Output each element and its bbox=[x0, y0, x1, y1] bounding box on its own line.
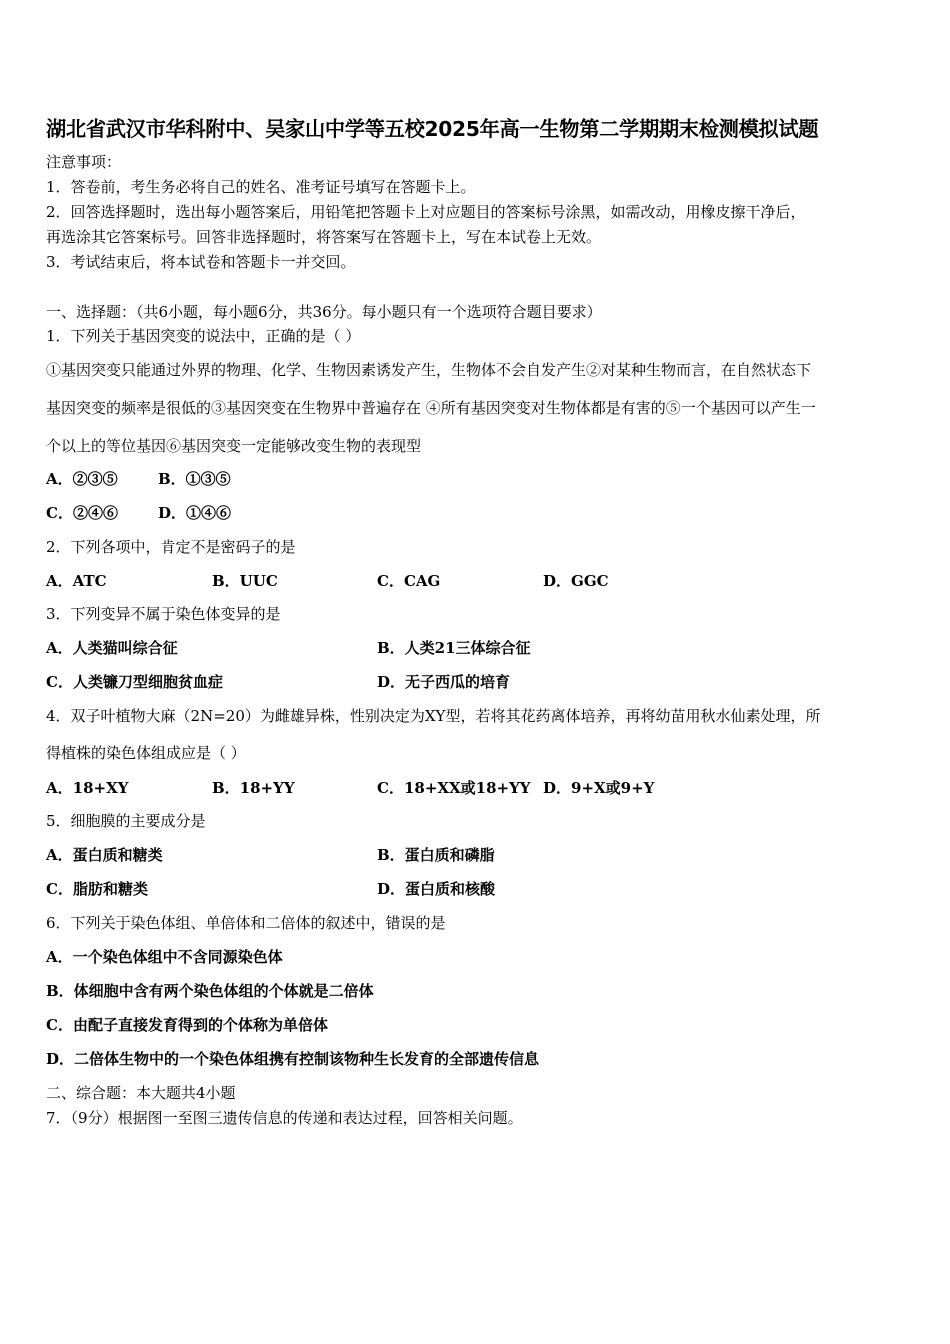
q6-option-c[interactable]: C．由配子直接发育得到的个体称为单倍体 bbox=[46, 1016, 328, 1034]
q3-option-d[interactable]: D．无子西瓜的培育 bbox=[377, 673, 511, 691]
q5-option-c[interactable]: C．脂肪和糖类 bbox=[46, 880, 148, 898]
q6-option-a[interactable]: A．一个染色体组中不含同源染色体 bbox=[46, 948, 283, 966]
question-7-stem: 7．（9分）根据图一至图三遗传信息的传递和表达过程，回答相关问题。 bbox=[46, 1109, 523, 1127]
question-3-stem: 3．下列变异不属于染色体变异的是 bbox=[46, 605, 281, 623]
q5-option-a[interactable]: A．蛋白质和糖类 bbox=[46, 846, 163, 864]
q2-option-a[interactable]: A．ATC bbox=[46, 572, 107, 590]
q4-option-d[interactable]: D．9+X或9+Y bbox=[543, 779, 655, 797]
notice-item: 再选涂其它答案标号。回答非选择题时，将答案写在答题卡上，写在本试卷上无效。 bbox=[46, 228, 602, 246]
question-1-body: ①基因突变只能通过外界的物理、化学、生物因素诱发产生，生物体不会自发产生②对某种生物而言，在自然状态下 bbox=[46, 361, 812, 379]
question-2-stem: 2．下列各项中，肯定不是密码子的是 bbox=[46, 538, 296, 556]
notice-item: 1．答卷前，考生务必将自己的姓名、准考证号填写在答题卡上。 bbox=[46, 178, 476, 196]
q4-option-c[interactable]: C．18+XX或18+YY bbox=[377, 779, 531, 797]
q6-option-b[interactable]: B．体细胞中含有两个染色体组的个体就是二倍体 bbox=[46, 982, 374, 1000]
q3-option-b[interactable]: B．人类21三体综合征 bbox=[377, 639, 531, 657]
section-heading-choice: 一、选择题：（共6小题，每小题6分，共36分。每小题只有一个选项符合题目要求） bbox=[46, 303, 602, 321]
question-4-stem: 得植株的染色体组成应是（ ） bbox=[46, 744, 246, 762]
q1-option-a[interactable]: A．②③⑤ bbox=[46, 470, 118, 488]
question-1-body: 基因突变的频率是很低的③基因突变在生物界中普遍存在 ④所有基因突变对生物体都是有害的⑤一个基因可以产生一 bbox=[46, 399, 816, 417]
q5-option-b[interactable]: B．蛋白质和磷脂 bbox=[377, 846, 495, 864]
q2-option-d[interactable]: D．GGC bbox=[543, 572, 609, 590]
question-5-stem: 5．细胞膜的主要成分是 bbox=[46, 812, 206, 830]
question-6-stem: 6．下列关于染色体组、单倍体和二倍体的叙述中，错误的是 bbox=[46, 914, 446, 932]
q1-option-d[interactable]: D．①④⑥ bbox=[158, 504, 232, 522]
notice-item: 2．回答选择题时，选出每小题答案后，用铅笔把答题卡上对应题目的答案标号涂黑，如需改动，用橡皮擦干净后， bbox=[46, 203, 806, 221]
q1-option-b[interactable]: B．①③⑤ bbox=[158, 470, 231, 488]
q6-option-d[interactable]: D．二倍体生物中的一个染色体组携有控制该物种生长发育的全部遗传信息 bbox=[46, 1050, 540, 1068]
q2-option-b[interactable]: B．UUC bbox=[212, 572, 278, 590]
notice-heading: 注意事项： bbox=[46, 153, 122, 171]
section-heading-comprehensive: 二、综合题：本大题共4小题 bbox=[46, 1084, 236, 1102]
q4-option-a[interactable]: A．18+XY bbox=[46, 779, 129, 797]
q4-option-b[interactable]: B．18+YY bbox=[212, 779, 295, 797]
notice-item: 3．考试结束后，将本试卷和答题卡一并交回。 bbox=[46, 253, 356, 271]
q3-option-a[interactable]: A．人类猫叫综合征 bbox=[46, 639, 178, 657]
question-4-stem: 4．双子叶植物大麻（2N=20）为雌雄异株，性别决定为XY型，若将其花药离体培养，再将幼苗用秋水仙素处理，所 bbox=[46, 707, 821, 725]
q1-option-c[interactable]: C．②④⑥ bbox=[46, 504, 118, 522]
question-1-body: 个以上的等位基因⑥基因突变一定能够改变生物的表现型 bbox=[46, 437, 422, 455]
question-1-stem: 1．下列关于基因突变的说法中，正确的是（ ） bbox=[46, 327, 361, 345]
q2-option-c[interactable]: C．CAG bbox=[377, 572, 441, 590]
q5-option-d[interactable]: D．蛋白质和核酸 bbox=[377, 880, 496, 898]
page-title: 湖北省武汉市华科附中、吴家山中学等五校2025年高一生物第二学期期末检测模拟试题 bbox=[46, 117, 819, 141]
q3-option-c[interactable]: C．人类镰刀型细胞贫血症 bbox=[46, 673, 223, 691]
